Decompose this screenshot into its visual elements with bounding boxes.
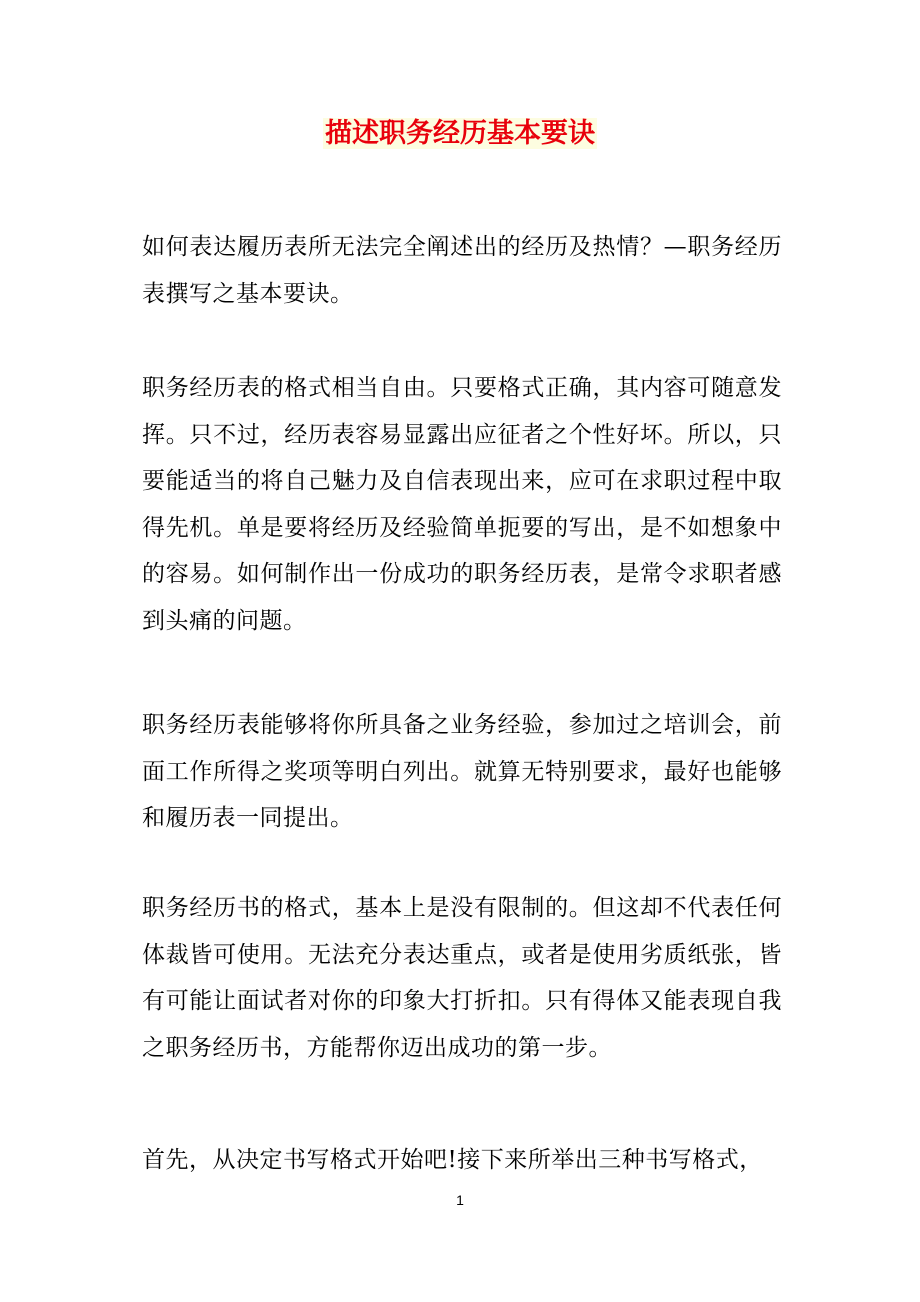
paragraph-format-style: 职务经历书的格式，基本上是没有限制的。但这却不代表任何体裁皆可使用。无法充分表达重点，或者是使用劣质纸张，皆有可能让面试者对你的印象大打折扣。只有得体又能表现自我之职务经历书，方能帮你迈出成功的第一步。 <box>142 895 782 1061</box>
document-title-text: 描述职务经历基本要诀 <box>325 118 595 149</box>
document-title <box>0 114 920 154</box>
page-number: 1 <box>456 1192 464 1208</box>
paragraph-choose-format: 首先，从决定书写格式开始吧!接下来所举出三种书写格式， <box>142 1147 763 1173</box>
paragraph-experience-list: 职务经历表能够将你所具备之业务经验，参加过之培训会，前面工作所得之奖项等明白列出。就算无特别要求，最好也能够和履历表一同提出。 <box>142 712 782 831</box>
paragraph-intro: 如何表达履历表所无法完全阐述出的经历及热情？—职务经历表撰写之基本要诀。 <box>142 234 782 307</box>
paragraph-format-freedom: 职务经历表的格式相当自由。只要格式正确，其内容可随意发挥。只不过，经历表容易显露出应征者之个性好坏。所以，只要能适当的将自己魅力及自信表现出来，应可在求职过程中取得先机。单是要将经历及经验简单扼要的写出，是不如想象中的容易。如何制作出一份成功的职务经历表，是常令求职者感到头痛的问题。 <box>142 375 782 634</box>
